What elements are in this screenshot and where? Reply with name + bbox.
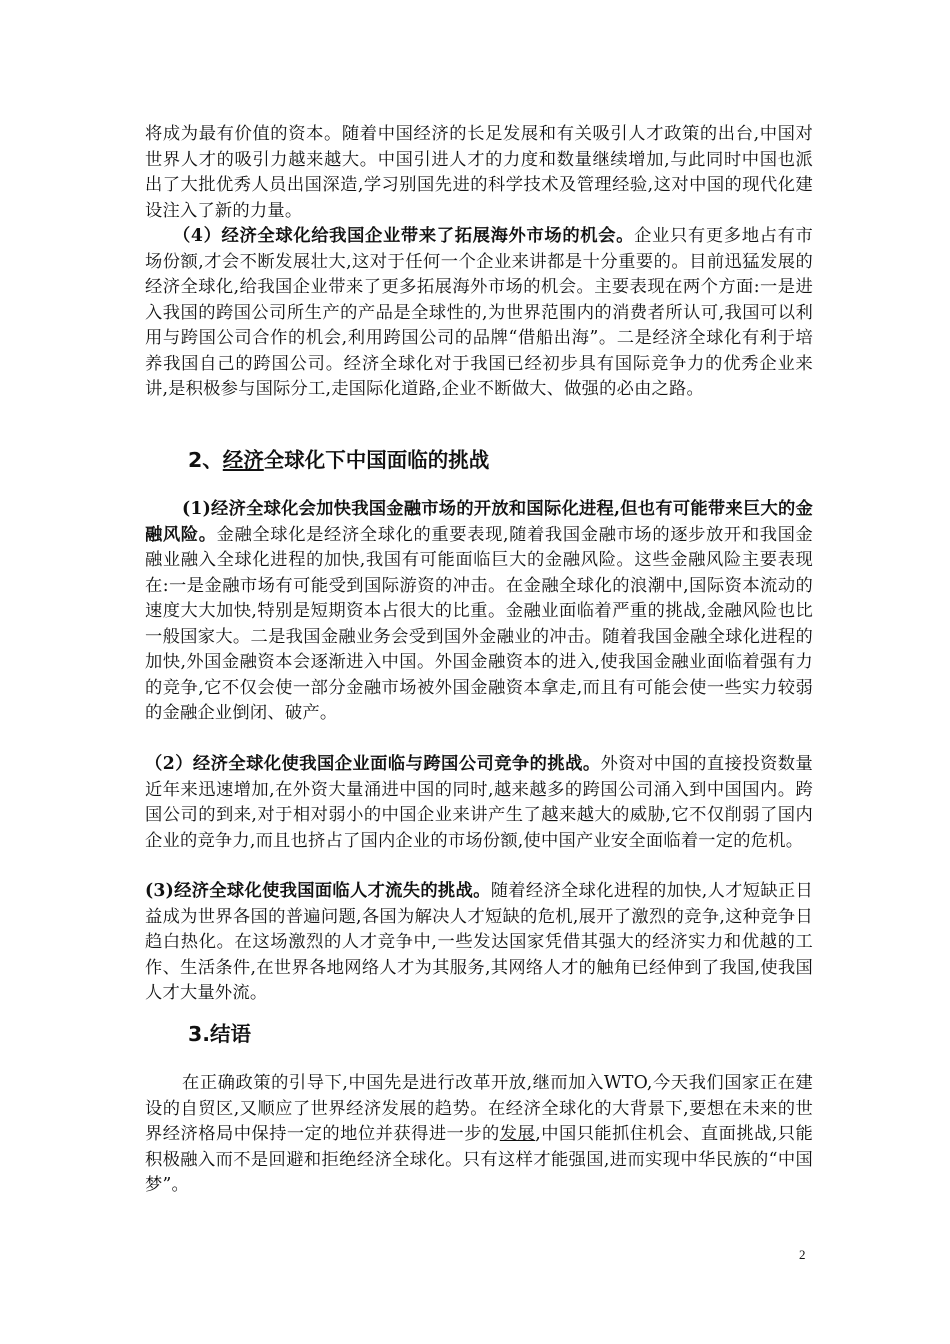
paragraph-multinational-competition-heading: （2）经济全球化使我国企业面临与跨国公司竞争的挑战。 xyxy=(145,754,601,774)
paragraph-talent-drain xyxy=(145,879,813,1007)
paragraph-talent-drain-heading: (3)经济全球化使我国面临人才流失的挑战。 xyxy=(145,881,491,901)
page-number: 2 xyxy=(799,1247,806,1262)
conclusion-underlined-link[interactable]: 发展 xyxy=(499,1124,536,1144)
paragraph-talent-drain-text: 随着经济全球化进程的加快,人才短缺正日益成为世界各国的普遍问题,各国为解决人才短缺的危机,展开了激烈的竞争,这种竞争日趋白热化。在这场激烈的人才竞争中,一些发达国家凭借其强大的经济实力和优越的工作、生活条件,在世界各地网络人才为其服务,其网络人才的触角已经伸到了我国,使我国人才大量外流。 xyxy=(145,881,814,1003)
section-heading-underlined-word[interactable]: 经济 xyxy=(222,448,264,472)
paragraph-talent xyxy=(145,122,813,224)
paragraph-multinational-competition xyxy=(145,752,813,854)
paragraph-financial-risk-heading: (1)经济全球化会加快我国金融市场的开放和国际化进程,但也有可能带来巨大的金融风险。 xyxy=(145,499,813,545)
section-heading-challenges xyxy=(188,446,489,474)
section-heading-conclusion: 3.结语 xyxy=(188,1022,252,1046)
paragraph-overseas-market-heading: （4）经济全球化给我国企业带来了拓展海外市场的机会。 xyxy=(173,226,635,246)
paragraph-overseas-market-text: 企业只有更多地占有市场份额,才会不断发展壮大,这对于任何一个企业来讲都是十分重要的。目前迅猛发展的经济全球化,给我国企业带来了更多拓展海外市场的机会。主要表现在两个方面:一是进入我国的跨国公司所生产的产品是全球性的,为世界范围内的消费者所认可,我国可以利用与跨国公司合作的机会,利用跨国公司的品牌“借船出海”。二是经济全球化有利于培养我国自己的跨国公司。经济全球化对于我国已经初步具有国际竞争力的优秀企业来讲,是积极参与国际分工,走国际化道路,企业不断做大、做强的必由之路。 xyxy=(145,226,813,399)
paragraph-conclusion-text-end: ,中国只能抓住机会、直面挑战,只能积极融入而不是回避和拒绝经济全球化。只有这样才能强国,进而实现中华民族的“中国梦”。 xyxy=(145,1124,813,1195)
paragraph-financial-risk xyxy=(145,497,813,727)
paragraph-multinational-competition-text: 外资对中国的直接投资数量近年来迅速增加,在外资大量涌进中国的同时,越来越多的跨国公司涌入到中国国内。跨国公司的到来,对于相对弱小的中国企业来讲产生了越来越大的威胁,它不仅削弱了国内企业的竞争力,而且也挤占了国内企业的市场份额,使中国产业安全面临着一定的危机。 xyxy=(145,754,813,851)
section-heading-text: 全球化下中国面临的挑战 xyxy=(263,448,490,472)
paragraph-conclusion xyxy=(145,1071,813,1199)
paragraph-talent-text: 将成为最有价值的资本。随着中国经济的长足发展和有关吸引人才政策的出台,中国对世界人才的吸引力越来越大。中国引进人才的力度和数量继续增加,与此同时中国也派出了大批优秀人员出国深造,学习别国先进的科学技术及管理经验,这对中国的现代化建设注入了新的力量。 xyxy=(145,124,813,221)
paragraph-conclusion-text-start: 在正确政策的引导下,中国先是进行改革开放,继而加入WTO,今天我们国家正在建设的自贸区,又顺应了世界经济发展的趋势。在经济全球化的大背景下,要想在未来的世界经济格局中保持一定的地位并获得进一步的 xyxy=(145,1073,813,1144)
paragraph-overseas-market xyxy=(145,224,813,403)
paragraph-financial-risk-text: 金融全球化是经济全球化的重要表现,随着我国金融市场的逐步放开和我国金融业融入全球化进程的加快,我国有可能面临巨大的金融风险。这些金融风险主要表现在:一是金融市场有可能受到国际游资的冲击。在金融全球化的浪潮中,国际资本流动的速度大大加快,特别是短期资本占很大的比重。金融业面临着严重的挑战,金融风险也比一般国家大。二是我国金融业务会受到国外金融业的冲击。随着我国金融全球化进程的加快,外国金融资本会逐渐进入中国。外国金融资本的进入,使我国金融业面临着强有力的竞争,它不仅会使一部分金融市场被外国金融资本拿走,而且有可能会使一些实力较弱的金融企业倒闭、破产。 xyxy=(145,524,813,723)
section-heading-number: 2、 xyxy=(188,448,223,472)
